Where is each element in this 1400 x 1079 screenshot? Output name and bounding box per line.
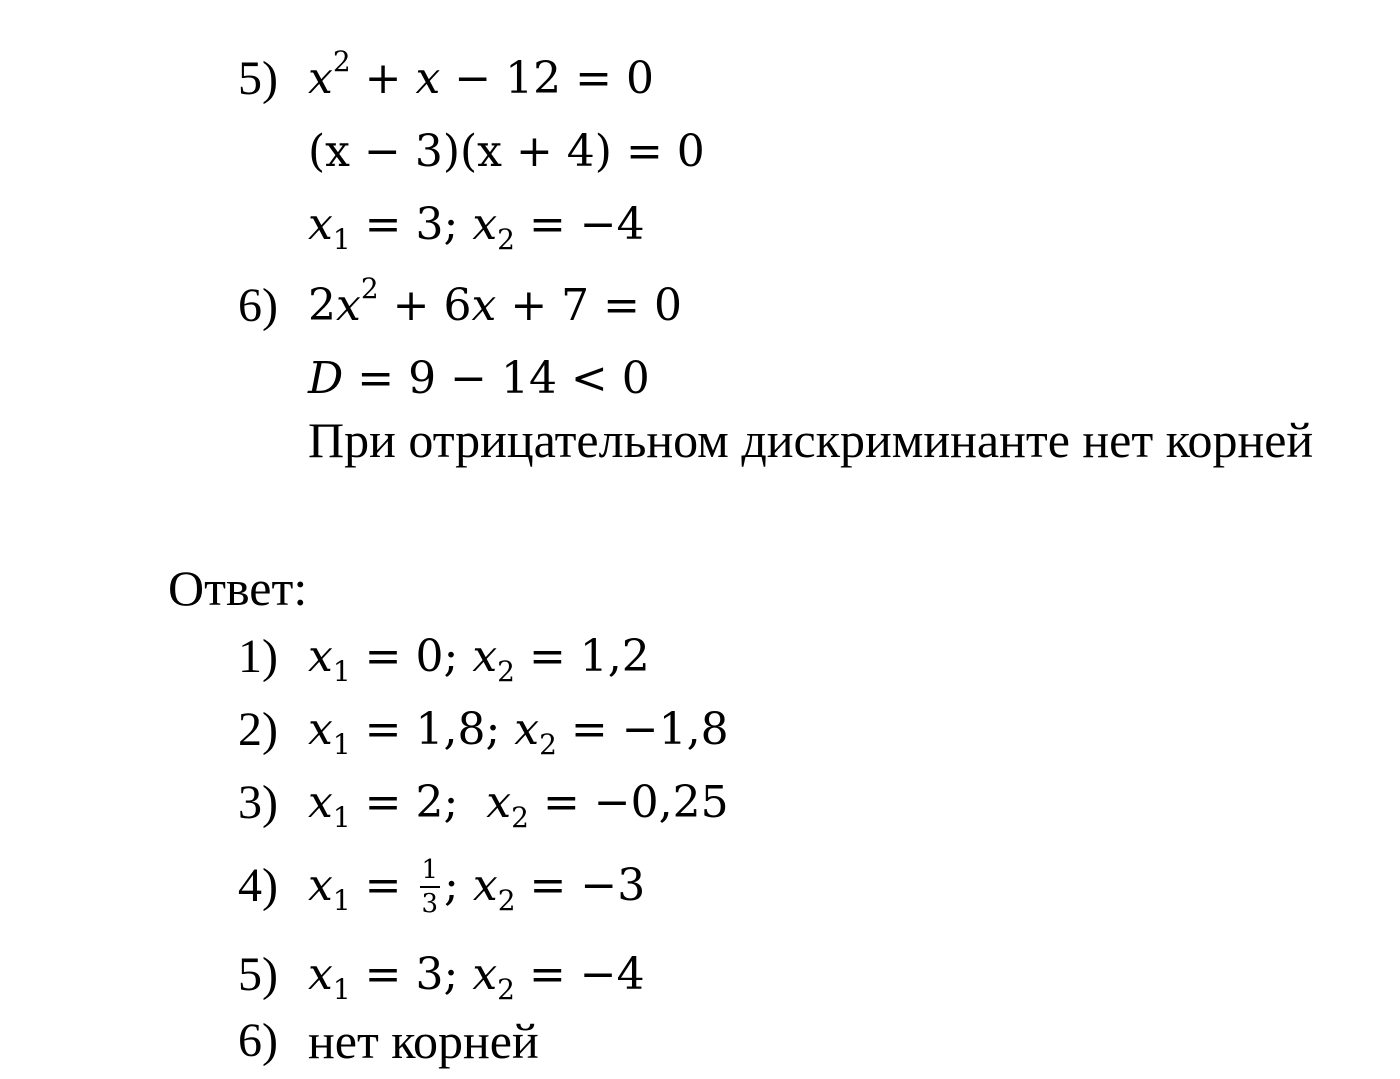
root-value: = −3 [515,860,646,911]
equation-rest: + 7 = 0 [496,280,682,331]
answer-roots [308,622,650,692]
factored-equation: (x − 3)(x + 4) = 0 [308,126,705,177]
answer-roots [308,768,729,838]
variable: x [415,53,441,104]
discriminant [308,344,650,414]
item-number: 6) [238,1014,278,1067]
equation [308,44,654,114]
variable: x [486,777,512,828]
root-value: = 1,2 [514,631,650,682]
subscript: 2 [497,973,515,1006]
variable: x [308,704,333,755]
roots [308,190,645,260]
equation-rest: − 12 = 0 [440,53,654,104]
coefficient: 2 [308,280,336,331]
variable: x [308,949,333,1000]
subscript: 1 [332,973,351,1006]
operator: + 6 [378,280,472,331]
exponent: 2 [360,272,379,305]
subscript: 2 [497,884,516,917]
subscript: 1 [332,728,351,761]
variable: x [336,280,361,331]
variable: x [471,280,497,331]
variable: x [308,199,333,250]
subscript: 2 [511,801,529,834]
discriminant-value: = 9 − 14 < 0 [343,353,650,404]
variable: D [308,353,344,404]
item-number: 5) [238,948,278,1001]
root-value: = [350,860,416,911]
item-number: 1) [238,630,278,683]
equation [308,271,682,341]
variable: x [472,949,498,1000]
subscript: 2 [539,728,557,761]
root-value: = 0; [350,631,473,682]
item-number: 5) [238,52,278,105]
fraction-numerator: 1 [420,857,441,888]
exponent: 2 [332,45,351,78]
variable: x [308,631,333,682]
variable: x [472,631,498,682]
answer-roots [308,851,645,921]
item-number: 2) [238,703,278,756]
answer-roots [308,695,729,765]
variable: x [308,777,333,828]
answer-text: нет корней [308,1013,539,1069]
root-value: = 2; [350,777,487,828]
variable: x [514,704,540,755]
variable: x [308,53,333,104]
subscript: 2 [497,655,515,688]
item-number: 6) [238,279,278,332]
fraction [420,854,441,919]
answer-roots [308,940,645,1010]
root-value: = −1,8 [556,704,729,755]
subscript: 1 [332,884,351,917]
subscript: 1 [332,223,351,256]
variable: x [472,860,498,911]
answer-label: Ответ: [168,560,308,616]
root-value: = −0,25 [528,777,729,828]
separator: ; [444,860,473,911]
root-value: = 1,8; [350,704,515,755]
root-value: = 3; [350,949,473,1000]
fraction-denominator: 3 [421,888,439,919]
subscript: 1 [332,801,351,834]
subscript: 1 [332,655,351,688]
note-text: При отрицательном дискриминанте нет корней [308,412,1314,468]
subscript: 2 [497,223,515,256]
root-value: = 3; [350,199,473,250]
operator: + [350,53,416,104]
variable: x [308,860,333,911]
root-value: = −4 [514,949,645,1000]
item-number: 4) [238,859,278,912]
variable: x [472,199,498,250]
root-value: = −4 [514,199,645,250]
item-number: 3) [238,776,278,829]
